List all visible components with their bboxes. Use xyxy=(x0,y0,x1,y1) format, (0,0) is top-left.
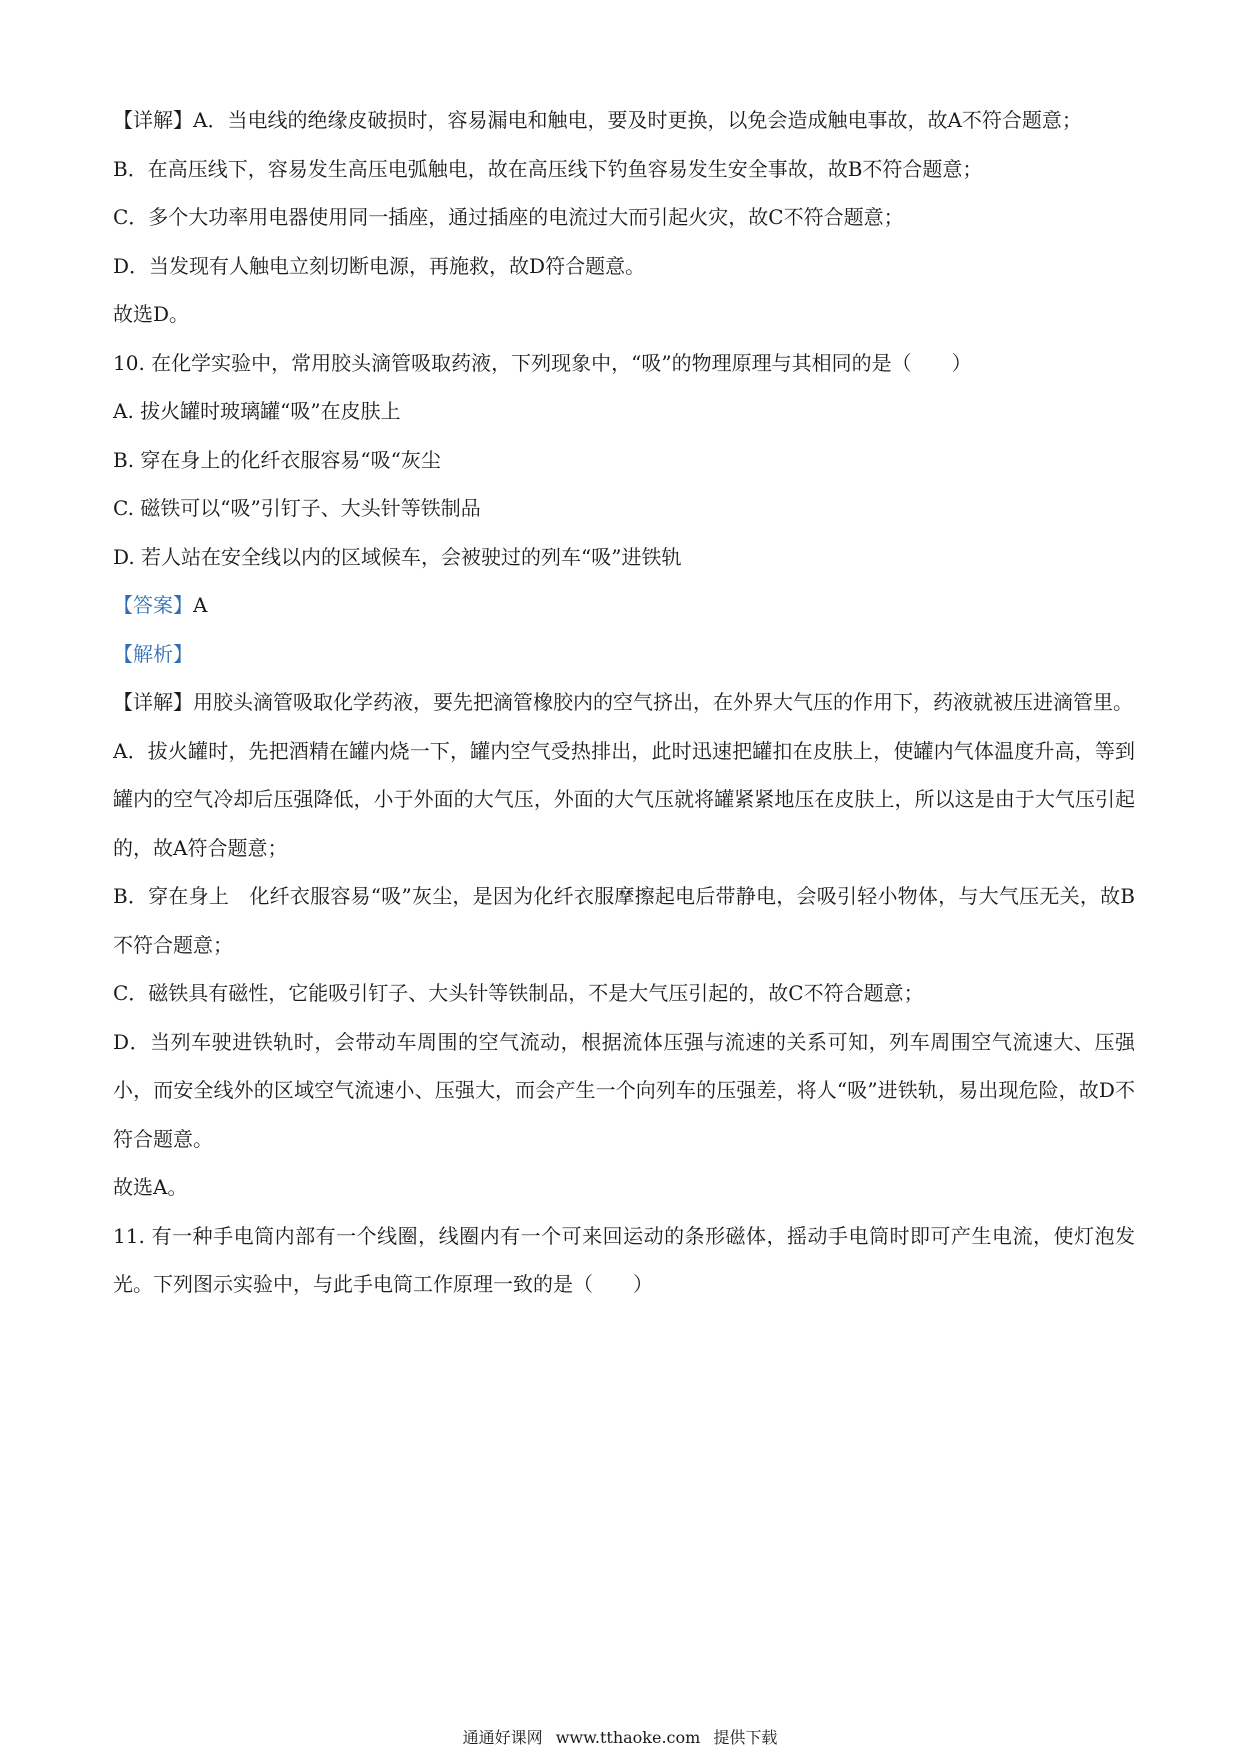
explanation-d: D．当列车驶进铁轨时，会带动车周围的空气流动，根据流体压强与流速的关系可知，列车周围空气流速大、压强小，而安全线外的区域空气流速小、压强大，而会产生一个向列车的压强差，将人“吸”进铁轨，易出现危险，故D不符合题意。 xyxy=(113,1029,1135,1151)
page-footer xyxy=(0,1728,1240,1748)
footer-site-name: 通通好课网 xyxy=(462,1728,543,1747)
paragraph-choose-a: 故选A。 xyxy=(113,1175,188,1199)
footer-url[interactable]: www.tthaoke.com xyxy=(555,1728,701,1747)
question-10: 10. 在化学实验中，常用胶头滴管吸取药液，下列现象中，“吸”的物理原理与其相同的是（ ） xyxy=(113,350,972,375)
paragraph-option-c: C．多个大功率用电器使用同一插座，通过插座的电流过大而引起火灾，故C不符合题意； xyxy=(113,205,904,229)
question-10-option-c: C. 磁铁可以“吸”引钉子、大头针等铁制品 xyxy=(113,496,481,520)
paragraph-option-d: D．当发现有人触电立刻切断电源，再施救，故D符合题意。 xyxy=(113,253,646,278)
answer-value: A xyxy=(193,593,208,617)
question-10-option-d: D. 若人站在安全线以内的区域候车，会被驶过的列车“吸”进铁轨 xyxy=(113,544,682,569)
document-body xyxy=(113,96,1135,1309)
footer-suffix: 提供下载 xyxy=(713,1728,778,1747)
paragraph-detail-9: 【详解】A．当电线的绝缘皮破损时，容易漏电和触电，要及时更换，以免会造成触电事故，故A不符合题意； xyxy=(113,108,1082,132)
question-10-option-a: A. 拔火罐时玻璃罐“吸”在皮肤上 xyxy=(113,399,401,423)
question-11: 11. 有一种手电筒内部有一个线圈，线圈内有一个可来回运动的条形磁体，摇动手电筒时即可产生电流，使灯泡发光。下列图示实验中，与此手电筒工作原理一致的是（ ） xyxy=(113,1223,1135,1296)
explanation-b: B．穿在身上 化纤衣服容易“吸”灰尘，是因为化纤衣服摩擦起电后带静电，会吸引轻小物体，与大气压无关，故B不符合题意； xyxy=(113,884,1135,957)
question-10-option-b: B. 穿在身上的化纤衣服容易“吸“灰尘 xyxy=(113,447,441,472)
paragraph-detail-10: 【详解】用胶头滴管吸取化学药液，要先把滴管橡胶内的空气挤出，在外界大气压的作用下，药液就被压进滴管里。 xyxy=(113,690,1133,714)
paragraph-option-b: B．在高压线下，容易发生高压电弧触电，故在高压线下钓鱼容易发生安全事故，故B不符合题意； xyxy=(113,156,983,181)
paragraph-choose-d: 故选D。 xyxy=(113,302,190,326)
analysis-label: 【解析】 xyxy=(113,641,193,666)
explanation-a: A．拔火罐时，先把酒精在罐内烧一下，罐内空气受热排出，此时迅速把罐扣在皮肤上，使罐内气体温度升高，等到罐内的空气冷却后压强降低，小于外面的大气压，外面的大气压就将罐紧紧地压在皮肤上，所以这是由于大气压引起的，故A符合题意； xyxy=(113,738,1135,860)
answer-line xyxy=(113,581,1135,630)
explanation-c: C．磁铁具有磁性，它能吸引钉子、大头针等铁制品，不是大气压引起的，故C不符合题意； xyxy=(113,981,924,1005)
answer-label: 【答案】 xyxy=(113,593,193,617)
